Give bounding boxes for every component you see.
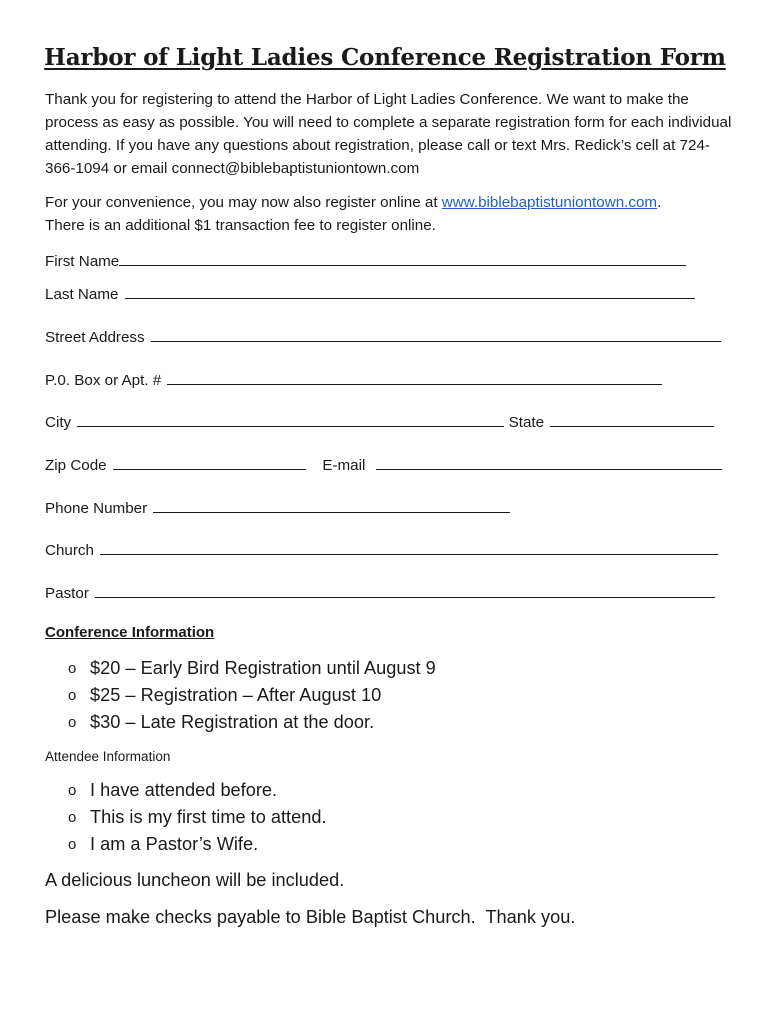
intro-paragraph: Thank you for registering to attend the Harbor of Light Ladies Conference. We want to make the process as easy as possible. You will need to complete a separate registration form for each individual attending. If you have any questions about registration, please call or text Mrs. Redick’s cell at 724-366-1094 or email connect@biblebaptistuniontown.com xyxy=(45,91,732,177)
zip-label: Zip Code xyxy=(45,457,107,474)
payment-note: Please make checks payable to Bible Baptist Church. Thank you. xyxy=(45,907,576,927)
city-line[interactable] xyxy=(77,411,504,427)
conference-option[interactable] xyxy=(68,709,436,736)
checkbox-bullet-icon[interactable]: o xyxy=(68,687,77,704)
last-name-line[interactable] xyxy=(125,283,695,299)
first-name-field[interactable] xyxy=(45,250,686,272)
online-text: For your convenience, you may now also register online at xyxy=(45,194,442,211)
pastor-line[interactable] xyxy=(95,582,715,598)
conference-option-label: $20 – Early Bird Registration until August 9 xyxy=(90,658,436,678)
street-address-line[interactable] xyxy=(151,326,721,342)
attendee-option[interactable] xyxy=(68,831,327,858)
form-title: Harbor of Light Ladies Conference Registration Form xyxy=(44,44,726,71)
phone-label: Phone Number xyxy=(45,500,148,517)
attendee-options-list xyxy=(68,777,327,858)
street-address-field[interactable] xyxy=(45,326,721,348)
last-name-label: Last Name xyxy=(45,286,119,303)
phone-line[interactable] xyxy=(153,497,510,513)
email-label: E-mail xyxy=(322,457,366,474)
street-address-label: Street Address xyxy=(45,329,145,346)
conference-option[interactable] xyxy=(68,682,436,709)
zip-email-field[interactable] xyxy=(45,454,722,476)
church-label: Church xyxy=(45,542,94,559)
conference-option-label: $25 – Registration – After August 10 xyxy=(90,685,382,705)
checkbox-bullet-icon[interactable]: o xyxy=(68,782,77,799)
email-line[interactable] xyxy=(376,454,722,470)
registration-website-link[interactable]: www.biblebaptistuniontown.com xyxy=(441,194,658,211)
city-label: City xyxy=(45,414,72,431)
city-state-field[interactable] xyxy=(45,411,714,433)
po-box-line[interactable] xyxy=(167,369,662,385)
state-label: State xyxy=(508,414,545,431)
conference-option-label: $30 – Late Registration at the door. xyxy=(90,712,375,732)
luncheon-note: A delicious luncheon will be included. xyxy=(45,870,345,890)
po-box-label: P.0. Box or Apt. # xyxy=(45,372,162,389)
po-box-field[interactable] xyxy=(45,369,662,391)
checkbox-bullet-icon[interactable]: o xyxy=(68,836,77,853)
conference-option[interactable] xyxy=(68,655,436,682)
pastor-label: Pastor xyxy=(45,585,89,602)
attendee-option[interactable] xyxy=(68,804,327,831)
online-text-end: . xyxy=(657,194,662,211)
phone-field[interactable] xyxy=(45,497,510,519)
attendee-option-label: I have attended before. xyxy=(90,780,278,800)
church-line[interactable] xyxy=(100,539,718,555)
conference-options-list xyxy=(68,655,436,736)
online-registration-paragraph xyxy=(45,191,735,237)
last-name-field[interactable] xyxy=(45,283,695,305)
first-name-line[interactable] xyxy=(119,250,686,266)
attendee-option[interactable] xyxy=(68,777,327,804)
first-name-label: First Name xyxy=(45,253,120,270)
church-field[interactable] xyxy=(45,539,718,561)
checkbox-bullet-icon[interactable]: o xyxy=(68,809,77,826)
zip-line[interactable] xyxy=(113,454,306,470)
attendee-option-label: I am a Pastor’s Wife. xyxy=(90,834,259,854)
checkbox-bullet-icon[interactable]: o xyxy=(68,660,77,677)
pastor-field[interactable] xyxy=(45,582,715,604)
online-fee-note: There is an additional $1 transaction fee to register online. xyxy=(45,217,436,234)
checkbox-bullet-icon[interactable]: o xyxy=(68,714,77,731)
conference-info-heading: Conference Information xyxy=(45,624,215,641)
state-line[interactable] xyxy=(550,411,714,427)
attendee-option-label: This is my first time to attend. xyxy=(90,807,327,827)
attendee-info-heading: Attendee Information xyxy=(45,749,171,764)
